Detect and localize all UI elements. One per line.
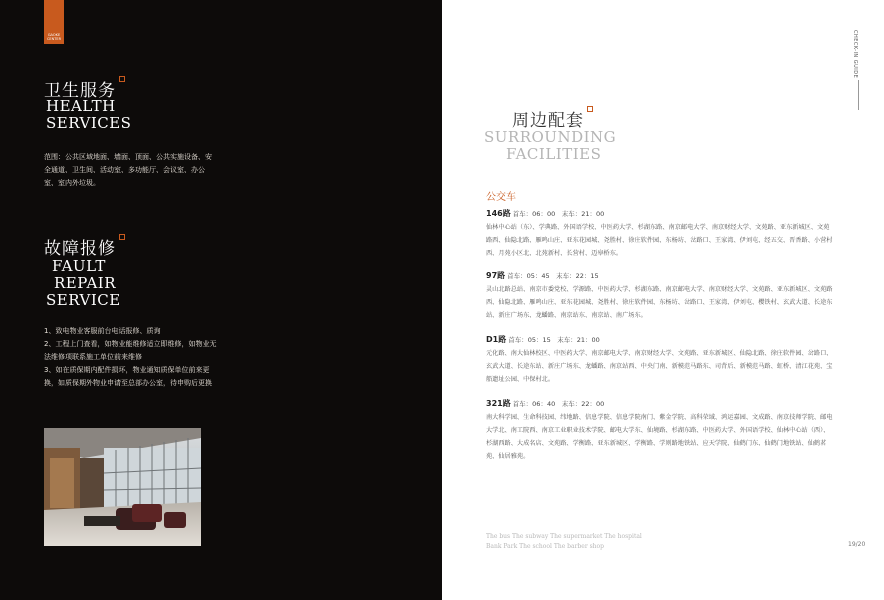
health-body: 范围：公共区域地面、墙面、顶面、公共实施设备、安 全通道、卫生间、活动室、多功能厅、会议室、办公 室、室内外垃圾。 xyxy=(44,153,212,187)
footer-facilities: The bus The subway The supermarket The hospital Bank Park The school The barber shop xyxy=(486,533,642,550)
route-times: 首车：06：00 末车：21：00 xyxy=(512,210,605,218)
route-name: 97路 xyxy=(486,271,506,280)
page-number: 19/20 xyxy=(848,541,866,548)
side-divider xyxy=(858,80,859,110)
repair-title-en: FAULT REPAIR SERVICE xyxy=(46,257,121,309)
repair-body: 1、致电物业客服前台电话报修、质询 2、工程上门查看，如物业能维修适立即维修，如物业无 法维修项联系施工单位前来维修 3、如在质保期内配件损坏，物业通知质保单位前来更 换，如质保期外物业申请至总部办公室，待申购后更换 xyxy=(44,327,217,387)
route-name: 146路 xyxy=(486,209,511,218)
route-name: 321路 xyxy=(486,399,511,408)
facilities-title-en: SURROUNDING FACILITIES xyxy=(484,128,617,163)
square-icon xyxy=(587,106,593,112)
brand-tag-line-2: CENTER xyxy=(46,37,62,41)
route-97: 97路 首车：05：45 末车：22：15 灵山北路总站、南京市委党校、学源路、中医药大学、杉湖东路、南京邮电大学、南京财经大学、文苑路、亚东新城区、文苑路 西、仙隐北路、雁鸣山庄、亚东花园城、尧胜村、徐庄软件园、东杨坊、岔路口、王家湾、伊刘屯、樱铁村、玄武大道、长途东 站、新庄广场东、龙蟠路、南京站东、南京站、南广场东。 xyxy=(486,271,833,319)
facilities-title-cn: 周边配套 xyxy=(512,106,593,131)
route-d1: D1路 首车：05：15 末车：21：00 元化路、南大仙林校区、中医药大学、南京邮电大学、南京财经大学、文苑路、亚东新城区、仙隐北路、徐庄软件园、岔路口、 玄武大道、长途东站、新庄广场东、龙蟠路、南京站西、中央门南、新模范马路东、司背后、新模范马路、虹桥、清江花苑、宝 船遗址公园、中保村北。 xyxy=(486,335,833,383)
lobby-photo xyxy=(44,428,201,546)
square-icon xyxy=(119,76,125,82)
repair-title-cn: 故障报修 xyxy=(44,234,125,259)
health-title-cn: 卫生服务 xyxy=(44,76,125,101)
health-title-en: HEALTH SERVICES xyxy=(46,97,132,132)
side-guide-label: CHECK-IN GUIDE xyxy=(852,30,858,79)
route-times: 首车：05：15 末车：21：00 xyxy=(508,336,600,344)
route-times: 首车：06：40 末车：22：00 xyxy=(512,400,605,408)
route-name: D1路 xyxy=(486,335,507,344)
route-321: 321路 首车：06：40 末车：22：00 南大科学园、生命科技园、纬地路、信息学院、信息学院南门、紫金学院、高科荣域、鸿运嘉园、文成路、南京技师学院、邮电 大学北、南工院西、南京工业职业技术学院、邮电大学东、仙境路、杉湖东路、中医药大学、外国语学校、仙林中心站（西）、 杉湖西路、大成名店、文苑路、学衡路、亚东新城区、学衡路、学则路地铁站、应天学院、仙鹤门东、仙鹤门地铁站、仙鹤茗 苑、仙居雅苑。 xyxy=(486,399,833,460)
brand-tag-line-1: GAOKE xyxy=(47,33,61,37)
route-146: 146路 首车：06：00 末车：21：00 仙林中心站（东）、学典路、外国语学校、中医药大学、杉湖东路、南京邮电大学、南京财经大学、文苑路、亚东新城区、文苑 路西、仙隐北路、雁鸣山庄、亚东花园城、尧胜村、徐庄软件园、东杨坊、岔路口、王家湾、伊刘屯、经五交、晋香路、小营村 西、月苑小区北、北苑新村、长营村、迈皋桥东。 xyxy=(486,209,833,257)
route-times: 首车：05：45 末车：22：15 xyxy=(507,272,599,280)
bus-heading: 公交车 xyxy=(486,192,516,203)
brand-tag xyxy=(44,0,64,44)
square-icon xyxy=(119,234,125,240)
